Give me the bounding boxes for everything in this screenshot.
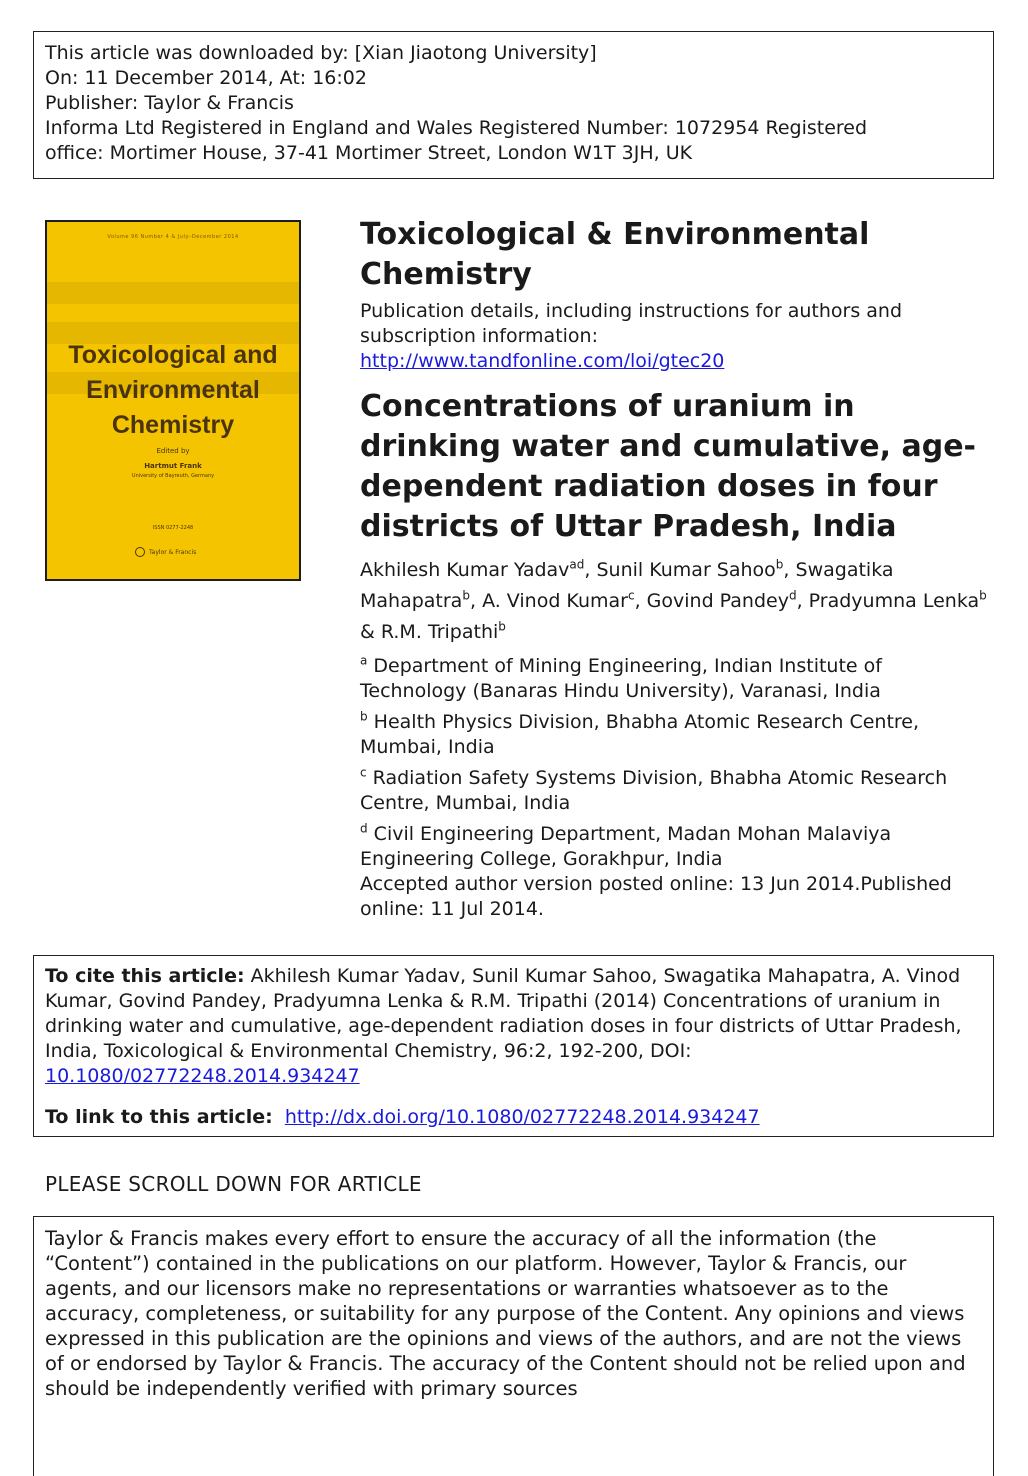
author-name: Sunil Kumar Sahoo: [596, 559, 776, 581]
article-link-row: [45, 1105, 982, 1130]
article-link-label: To link to this article:: [45, 1106, 273, 1128]
author-list: [360, 555, 990, 648]
affiliation-mark: b: [360, 709, 368, 724]
affiliation-text: Health Physics Division, Bhabha Atomic Research Centre, Mumbai, India: [360, 711, 920, 758]
cover-edited-by: Edited by: [156, 447, 190, 455]
cover-title-line: Environmental: [86, 376, 260, 404]
author-affiliation-mark: b: [462, 588, 470, 603]
author-name: & R.M. Tripathi: [360, 621, 499, 643]
download-notice-line: Informa Ltd Registered in England and Wales Registered Number: 1072954 Registered: [45, 117, 868, 139]
citation-label: To cite this article:: [45, 965, 245, 987]
publication-details-text: Publication details, including instructions for authors and subscription information:: [360, 300, 903, 347]
cover-issn: ISSN 0277-2248: [152, 525, 194, 531]
affiliation-list: [360, 654, 990, 872]
author-separator: ,: [783, 559, 796, 581]
affiliation-mark: c: [360, 765, 367, 780]
author-separator: ,: [796, 590, 809, 612]
doi-link[interactable]: 10.1080/02772248.2014.934247: [45, 1065, 360, 1087]
author-name: Govind Pandey: [646, 590, 789, 612]
affiliation-item: [360, 766, 990, 816]
citation-text: [45, 964, 982, 1089]
author-affiliation-mark: ad: [569, 557, 585, 572]
journal-cover-image: [45, 220, 301, 581]
cover-title-line: Toxicological and: [68, 341, 278, 369]
affiliation-text: Radiation Safety Systems Division, Bhabha Atomic Research Centre, Mumbai, India: [360, 767, 948, 814]
citation-body: Akhilesh Kumar Yadav, Sunil Kumar Sahoo, Swagatika Mahapatra, A. Vinod Kumar, Govind Pandey, Pradyumna Lenka & R.M. Tripathi (2014) Concentrations of uranium in drinking water and cumulative, age-dependent radiation doses in four districts of Uttar Pradesh, India, Toxicological & Environmental Chemistry, 96:2, 192-200, DOI:: [45, 965, 962, 1062]
affiliation-text: Civil Engineering Department, Madan Mohan Malaviya Engineering College, Gorakhpur, India: [360, 823, 892, 870]
cover-affiliation: University of Bayreuth, Germany: [131, 473, 215, 479]
author-separator: ,: [584, 559, 597, 581]
author-separator: ,: [634, 590, 647, 612]
download-notice-line: This article was downloaded by: [Xian Jiaotong University]: [45, 42, 597, 64]
author-affiliation-mark: b: [775, 557, 784, 572]
download-notice-box: [33, 31, 994, 179]
disclaimer-box: [33, 1216, 994, 1476]
author-affiliation-mark: d: [788, 588, 797, 603]
journal-url-link[interactable]: http://www.tandfonline.com/loi/gtec20: [360, 350, 725, 372]
scroll-down-notice: PLEASE SCROLL DOWN FOR ARTICLE: [45, 1172, 422, 1196]
affiliation-mark: a: [360, 653, 368, 668]
affiliation-item: [360, 822, 990, 872]
cover-issue-line: Volume 96 Number 4 & July–December 2014: [107, 234, 239, 240]
publisher-logo-icon: [135, 547, 145, 557]
download-notice-line: On: 11 December 2014, At: 16:02: [45, 67, 367, 89]
author-name: A. Vinod Kumar: [482, 590, 628, 612]
article-doi-url-link[interactable]: http://dx.doi.org/10.1080/02772248.2014.934247: [284, 1106, 760, 1128]
affiliation-item: [360, 654, 990, 704]
citation-box: [33, 955, 994, 1137]
author-affiliation-mark: b: [979, 588, 987, 603]
author-name: Swagatika Mahapatra: [360, 559, 894, 612]
cover-editor: Hartmut Frank: [144, 462, 202, 470]
cover-title: [47, 338, 299, 443]
affiliation-mark: d: [360, 821, 368, 836]
author-name: Pradyumna Lenka: [808, 590, 980, 612]
disclaimer-text: Taylor & Francis makes every effort to ensure the accuracy of all the information (the “Content”) contained in the publications on our platform. However, Taylor & Francis, our agents, and our licensors make no representations or warranties whatsoever as to the accuracy, completeness, or suitability for any purpose of the Content. Any opinions and views expressed in this publication are the opinions and views of the authors, and are not the views of or endorsed by Taylor & Francis. The accuracy of the Content should not be relied upon and should be independently verified with primary sources: [45, 1227, 966, 1400]
author-name: Akhilesh Kumar Yadav: [360, 559, 570, 581]
publication-dates: Accepted author version posted online: 13 Jun 2014.Published online: 11 Jul 2014.: [360, 873, 952, 920]
article-header: [360, 215, 990, 922]
affiliation-text: Department of Mining Engineering, Indian Institute of Technology (Banaras Hindu University), Varanasi, India: [360, 655, 882, 702]
author-affiliation-mark: b: [498, 619, 506, 634]
cover-publisher-logo: [135, 545, 225, 559]
cover-stripe: [47, 282, 299, 304]
download-notice-line: Publisher: Taylor & Francis: [45, 92, 294, 114]
cover-publisher-name: Taylor & Francis: [149, 548, 197, 556]
cover-title-line: Chemistry: [111, 411, 235, 439]
author-affiliation-mark: c: [627, 588, 635, 603]
author-separator: ,: [469, 590, 483, 612]
affiliation-item: [360, 710, 990, 760]
journal-title: Toxicological & Environmental Chemistry: [360, 217, 870, 292]
article-title: Concentrations of uranium in drinking water and cumulative, age-dependent radiation doses in four districts of Uttar Pradesh, India: [360, 389, 976, 544]
download-notice-line: office: Mortimer House, 37-41 Mortimer Street, London W1T 3JH, UK: [45, 142, 693, 164]
publication-details: [360, 299, 990, 374]
